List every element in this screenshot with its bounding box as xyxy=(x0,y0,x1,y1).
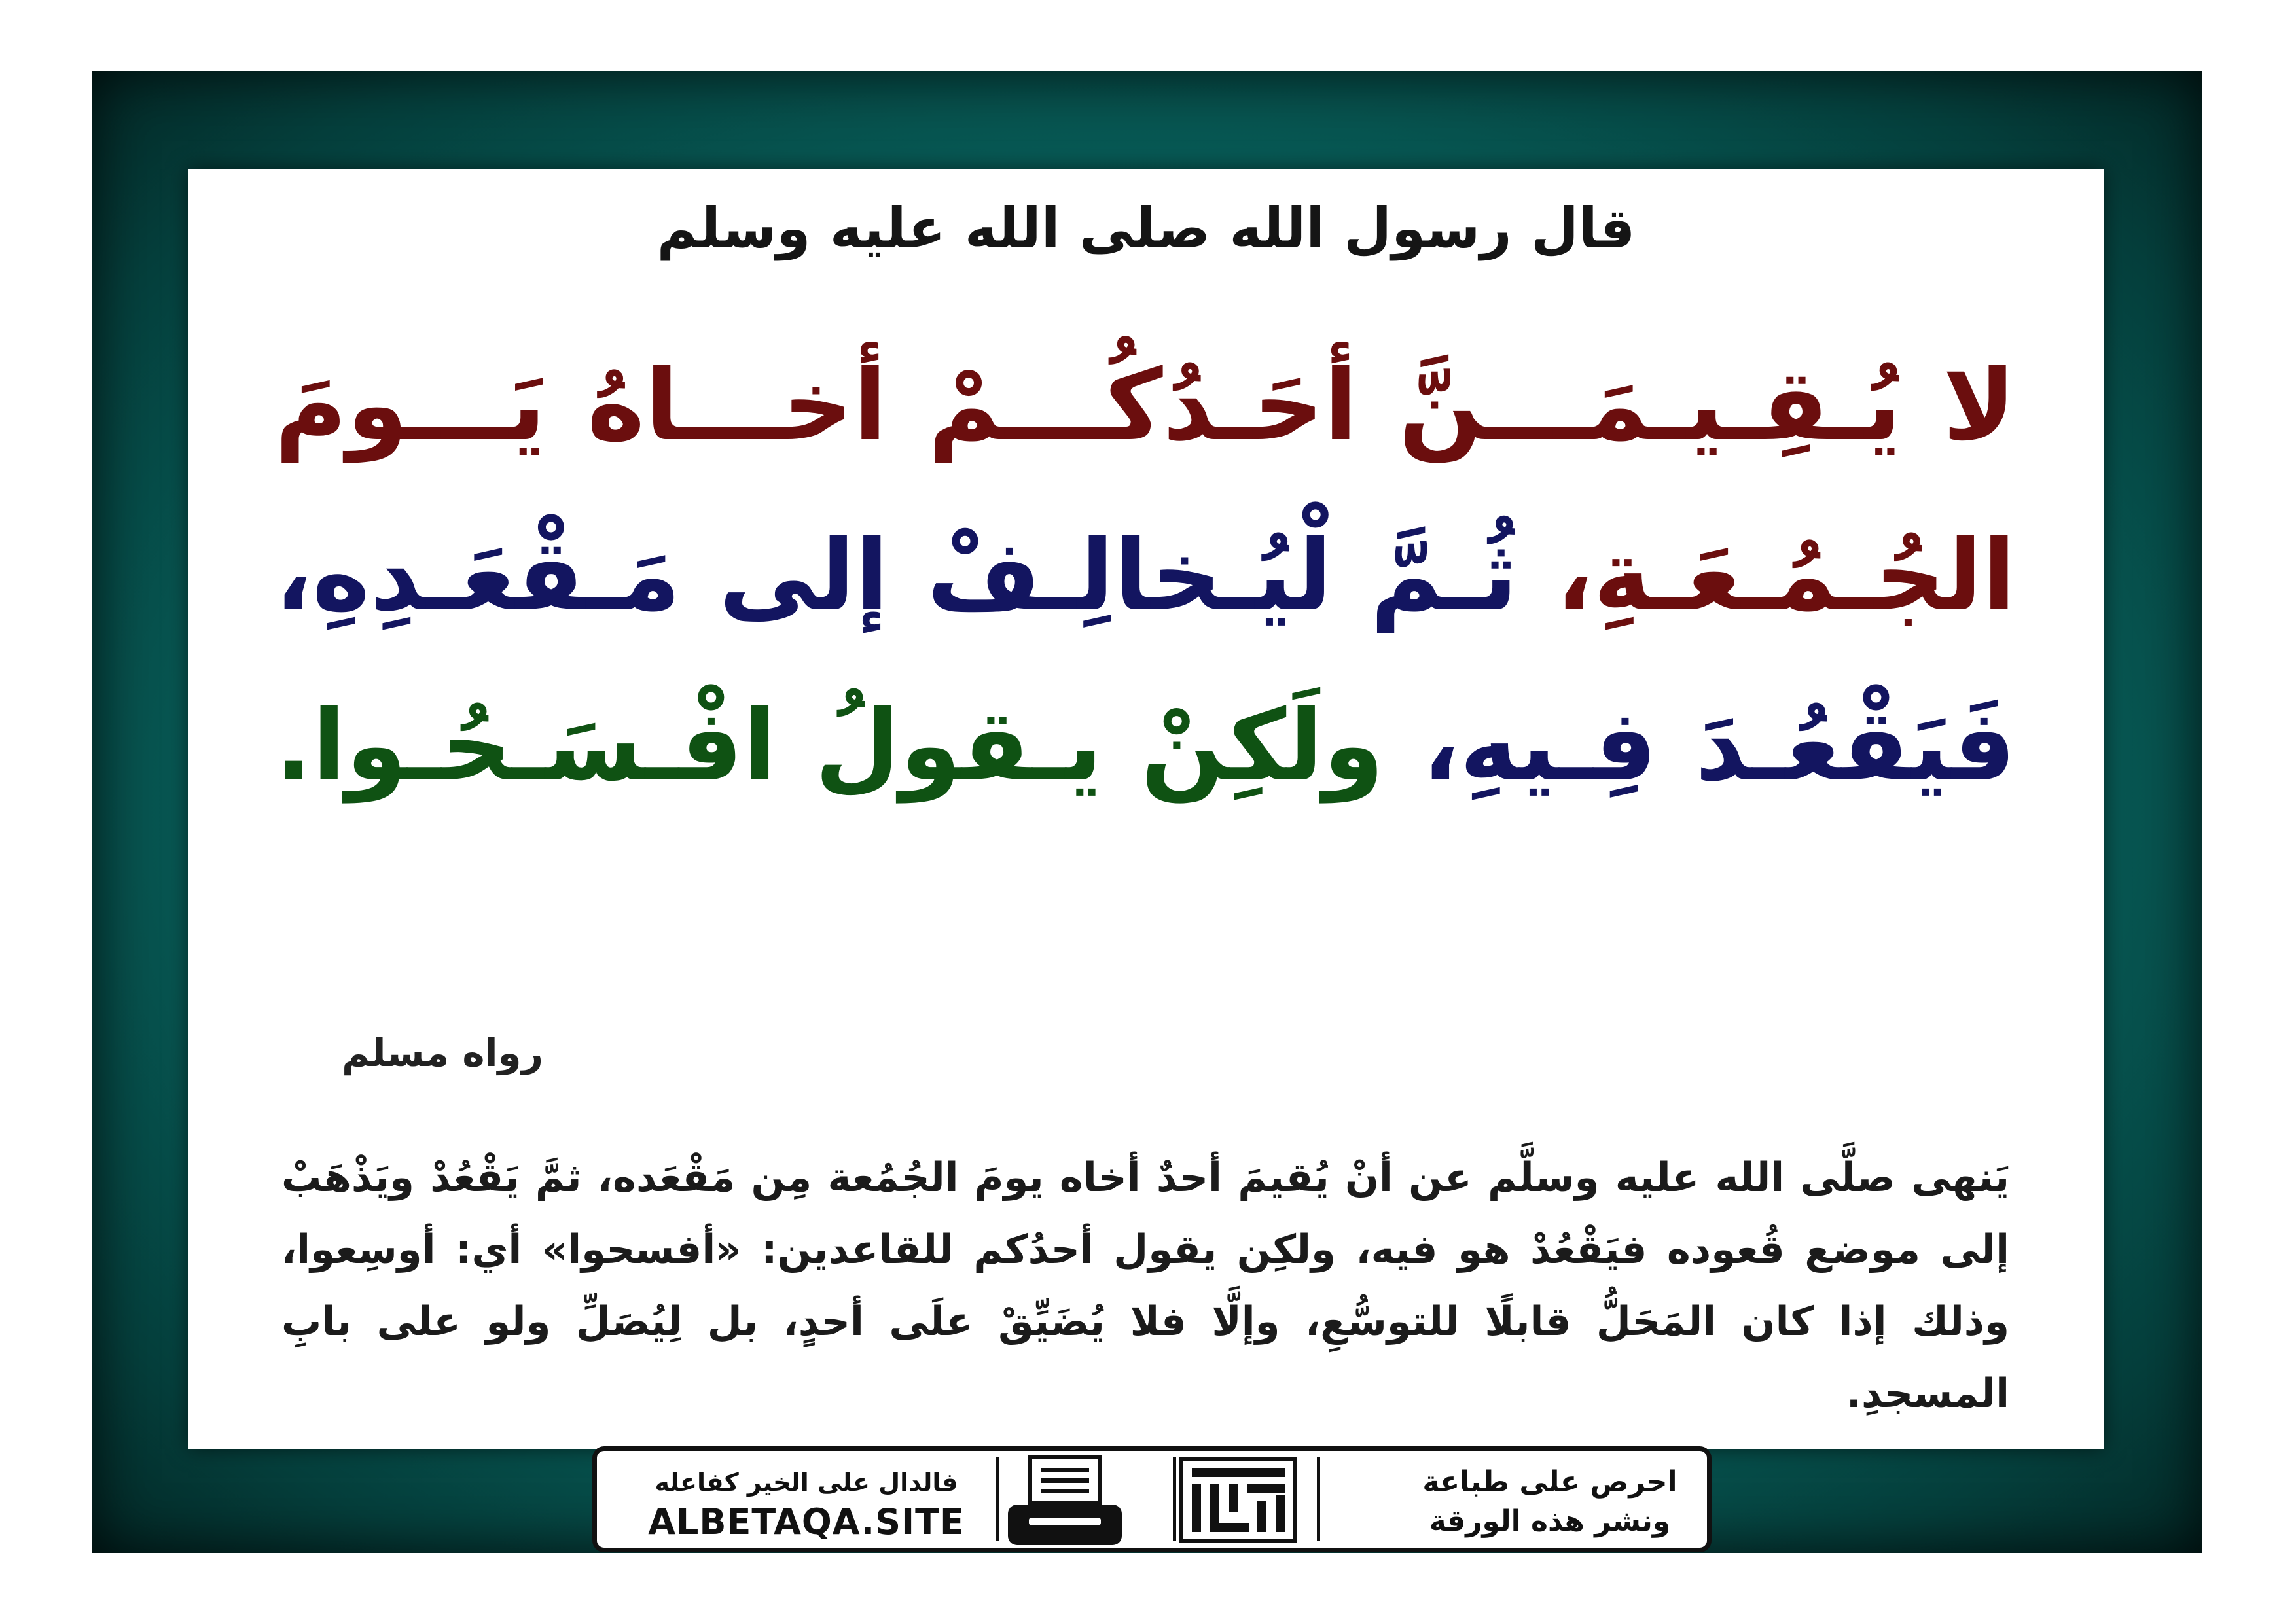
footer-banner xyxy=(592,1446,1712,1552)
hadith-line-1-text: لا يُـقِـيـمَـــنَّ أحَـدُكُـــمْ أخـــاهُ يَـــومَ xyxy=(275,349,2016,463)
hadith-line-3-green: ولَكِنْ يـقولُ افْـسَـحُـوا. xyxy=(275,689,1384,803)
printer-icon xyxy=(1003,1454,1127,1550)
footer-divider xyxy=(996,1457,999,1541)
hadith-line-1 xyxy=(275,321,2016,491)
hadith-line-3 xyxy=(275,661,2016,831)
hadith-line-2 xyxy=(275,491,2016,661)
footer-notice-line-1: احرص على طباعة xyxy=(1422,1465,1677,1499)
footer-divider xyxy=(1317,1457,1320,1541)
explanation-paragraph: يَنهى صلَّى الله عليه وسلَّم عن أنْ يُقيمَ أحدٌ أخاه يومَ الجُمُعة مِن مَقْعَده، ثمَّ يَقْعُدْ ويَذْهَبْ إلى موضع قُعوده فيَقْعُدْ هو فيه، ولكِن يقول أحدُكم للقاعدين: «أفسحوا» أي: أوسِعوا، وذلك إذا كان المَحَلُّ قابلًا للتوسُّعِ، وإلَّا فلا يُضَيِّقْ علَى أحدٍ، بل لِيُصَلِّ ولو على بابِ المسجدِ. xyxy=(281,1154,2009,1417)
hadith-source: رواه مسلم xyxy=(342,1031,543,1075)
website-link[interactable]: ALBETAQA.SITE xyxy=(648,1501,965,1543)
footer-print-notice xyxy=(1412,1463,1687,1541)
footer-notice-line-2: ونشر هذه الورقة xyxy=(1429,1505,1671,1538)
footer-motto: فالدال على الخير كفاعله xyxy=(655,1468,958,1497)
dawatuna-logo xyxy=(1176,1455,1300,1545)
footer-site-block xyxy=(623,1464,990,1544)
hadith-line-2-red: الجُـمُـعَـةِ، xyxy=(1556,519,2016,633)
intro-heading: قال رسول الله صلى الله عليه وسلم xyxy=(656,196,1636,260)
footer-divider xyxy=(1173,1457,1176,1541)
hadith-line-2-navy: ثُـمَّ لْيُـخالِـفْ إلى مَـقْعَـدِهِ، xyxy=(275,519,1518,633)
hadith-text xyxy=(275,321,2016,831)
hadith-line-3-navy: فَيَقْعُـدَ فِـيهِ، xyxy=(1422,689,2016,803)
